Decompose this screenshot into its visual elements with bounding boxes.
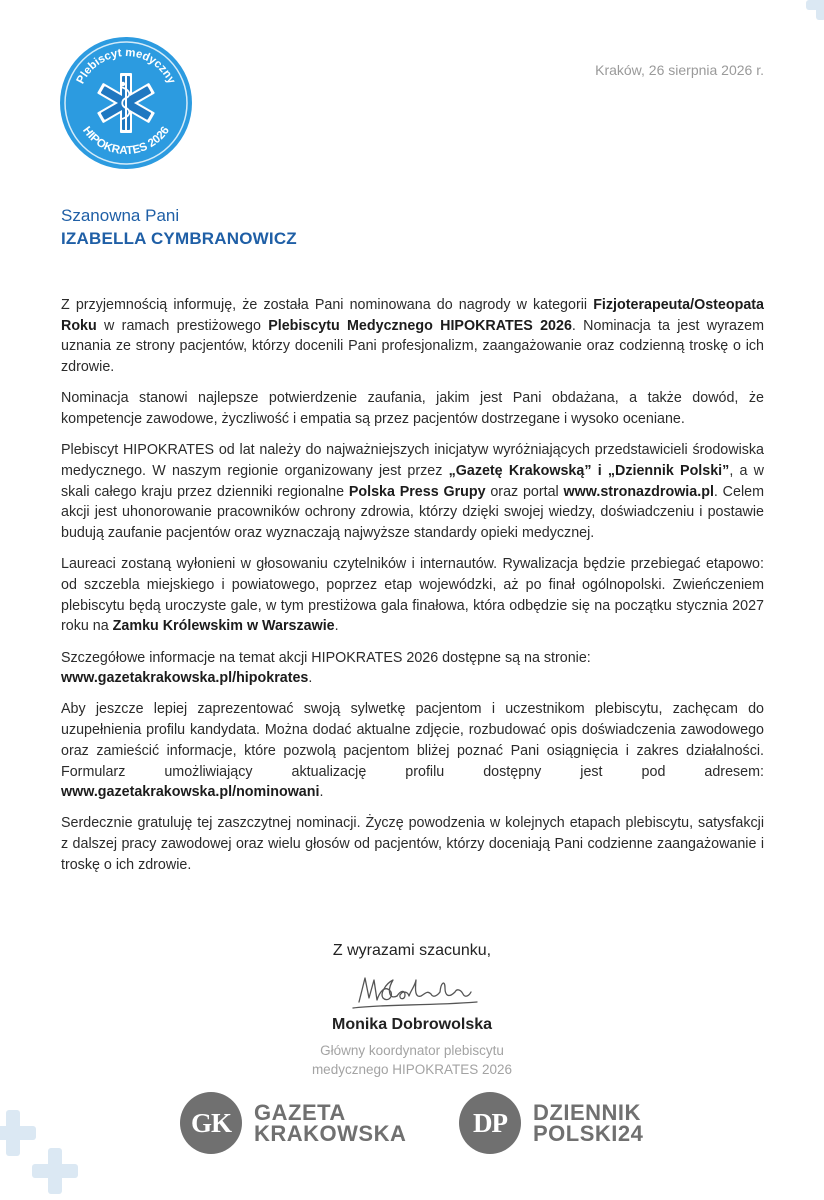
hipokrates-logo — [59, 36, 193, 170]
paragraph-text: . Nominacja ta jest wyrazem uznania ze strony pacjentów, którzy docenili Pani profesjonalizm, zaangażowanie oraz codzienną troskę o ich zdrowie. — [61, 317, 764, 376]
dziennik-polski-logo — [459, 1092, 643, 1154]
letter-paragraph — [61, 388, 764, 429]
bold-text: Plebiscytu Medycznego HIPOKRATES 2026 — [268, 317, 572, 334]
paragraph-text: . Celem akcji jest uhonorowanie pracowników ochrony zdrowia, którzy dzięki swojej wiedzy, doświadczeniu i postawie budują zaufanie pacjentów oraz wyznaczają najwyższe standardy opieki medycznej. — [61, 483, 764, 542]
decorative-plus-icon — [0, 1110, 36, 1156]
paragraph-text: , a w skali całego kraju przez dzienniki regionalne — [61, 462, 764, 500]
publisher-line1: GAZETA — [254, 1100, 346, 1125]
letter-paragraph — [61, 813, 764, 875]
handwritten-signature — [345, 968, 485, 1016]
paragraph-text: w ramach prestiżowego — [96, 317, 269, 334]
bold-text: www.gazetakrakowska.pl/hipokrates — [61, 670, 309, 687]
decorative-plus-icon — [806, 0, 824, 20]
bold-text: www.gazetakrakowska.pl/nominowani — [61, 784, 320, 801]
bold-text: www.stronazdrowia.pl — [563, 483, 714, 500]
logo-bottom-text: HIPOKRATES 2026 — [80, 124, 172, 158]
paragraph-text: Laureaci zostaną wyłonieni w głosowaniu czytelników i internautów. Rywalizacja będzie przebiegać etapowo: od szczebla miejskiego i powiatowego, poprzez etap wojewódzki, aż po finał ogólnopolski. Zwieńczeniem plebiscytu będą uroczyste gale, w tym prestiżowa gala finałowa, która odbędzie się na początku stycznia 2027 roku na — [61, 556, 764, 635]
paragraph-text: Serdecznie gratuluję tej zaszczytnej nominacji. Życzę powodzenia w kolejnych etapach plebiscytu, satysfakcji z dalszej pracy zawodowej oraz wielu głosów od pacjentów, którzy doceniają Pani codzienne zaangażowanie i troskę o ich zdrowie. — [61, 815, 764, 873]
letter-paragraph — [61, 295, 764, 378]
paragraph-text: Z przyjemnością informuję, że została Pani nominowana do nagrody w kategorii — [61, 297, 594, 313]
bold-text: Zamku Królewskim w Warszawie — [112, 618, 335, 635]
publisher-line2: KRAKOWSKA — [254, 1121, 407, 1146]
bold-text: Polska Press Grupy — [348, 483, 486, 500]
paragraph-text: . — [334, 618, 339, 635]
signer-role — [0, 1041, 824, 1079]
letter-paragraph — [61, 554, 764, 637]
paragraph-text: . — [308, 670, 313, 687]
letter-body — [61, 295, 764, 886]
signer-role-line2: medycznego HIPOKRATES 2026 — [311, 1062, 513, 1077]
gk-badge: GK — [180, 1092, 242, 1154]
letter-paragraph — [61, 648, 764, 689]
salutation: Szanowna Pani — [61, 206, 180, 225]
letter-paragraph — [61, 699, 764, 803]
bold-text: Fizjoterapeuta/Osteopata Roku — [61, 297, 764, 334]
signer-name: Monika Dobrowolska — [331, 1016, 493, 1033]
recipient-name: IZABELLA CYMBRANOWICZ — [61, 229, 297, 248]
paragraph-text: oraz portal — [485, 483, 564, 500]
publisher-line2: POLSKI24 — [533, 1121, 644, 1146]
publisher-line1: DZIENNIK — [533, 1100, 641, 1125]
paragraph-text: Aby jeszcze lepiej zaprezentować swoją sylwetkę pacjentom i uczestnikom plebiscytu, zachęcam do uzupełnienia profilu kandydata. Można dodać aktualne zdjęcie, rozbudować opis doświadczenia zawodowego oraz zamieścić informacje, które pozwolą pacjentom bliżej poznać Pani osiągnięcia i zakres działalności. Formularz umożliwiający aktualizację profilu dostępny jest pod adresem: — [61, 701, 764, 780]
bold-text: „Gazetę Krakowską” i „Dziennik Polski” — [448, 462, 730, 479]
gazeta-krakowska-logo — [180, 1092, 406, 1154]
greeting — [61, 204, 297, 250]
paragraph-text: Szczegółowe informacje na temat akcji HIPOKRATES 2026 dostępne są na stronie: — [61, 649, 591, 666]
paragraph-text: Plebiscyt HIPOKRATES od lat należy do najważniejszych inicjatyw wyróżniających przedstawicieli środowiska medycznego. W naszym regionie organizowany jest przez — [61, 442, 764, 479]
letter-date: Kraków, 26 sierpnia 2026 r. — [595, 62, 764, 78]
paragraph-text: Nominacja stanowi najlepsze potwierdzenie zaufania, jakim jest Pani obdażana, a także dowód, że kompetencje zawodowe, życzliwość i empatia są przez pacjentów dostrzegane i wysoko oceniane. — [61, 390, 764, 428]
signer-role-line1: Główny koordynator plebiscytu — [320, 1043, 504, 1058]
decorative-plus-icon — [32, 1148, 78, 1194]
letter-paragraph — [61, 440, 764, 544]
gazeta-krakowska-wordmark — [254, 1102, 406, 1144]
closing-phrase: Z wyrazami szacunku, — [332, 942, 492, 959]
paragraph-text: . — [319, 784, 324, 801]
dziennik-polski-wordmark — [533, 1102, 643, 1144]
logo-top-text: Plebiscyt medyczny — [74, 46, 178, 86]
dp-badge: DP — [459, 1092, 521, 1154]
